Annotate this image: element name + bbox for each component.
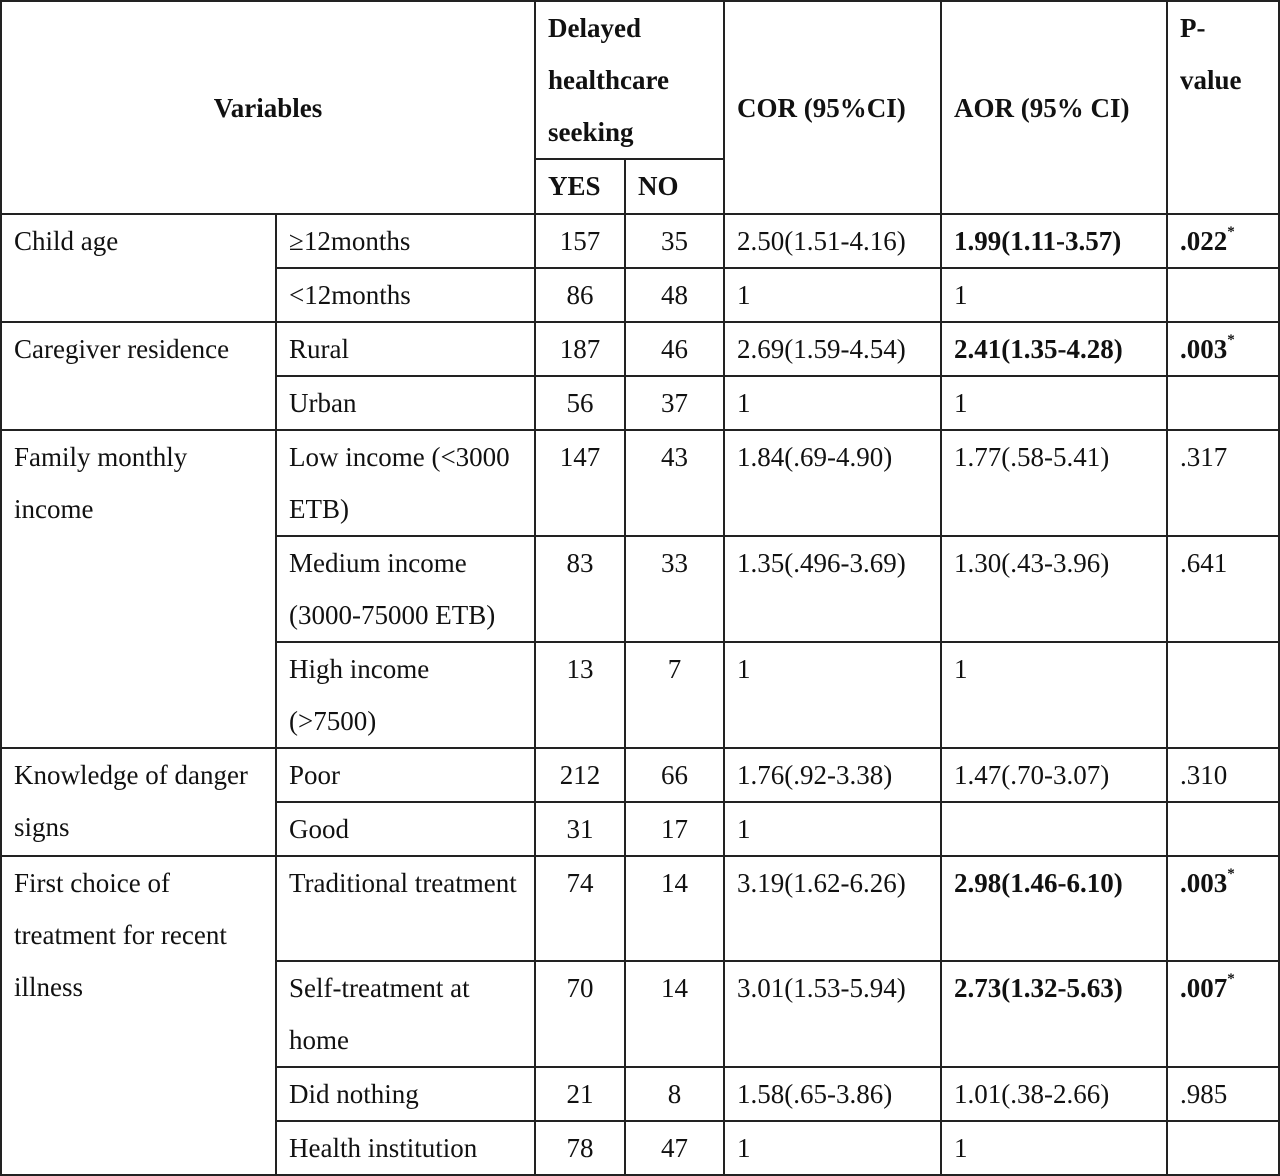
variable-name: First choice of treatment for recent illness [1, 856, 276, 1175]
yes-count-text: 187 [559, 334, 601, 364]
yes-count-cell [535, 642, 625, 748]
cor-cell [724, 268, 941, 322]
category-cell [276, 268, 535, 322]
category-text: Urban [289, 388, 357, 418]
aor-cell [941, 322, 1167, 376]
no-count-text: 14 [661, 868, 689, 898]
table-row [1, 748, 1279, 802]
p-value-cell [1167, 1067, 1279, 1121]
cor-cell [724, 802, 941, 856]
category-text: Good [289, 814, 349, 844]
no-count-cell [625, 748, 724, 802]
no-count-cell [625, 1121, 724, 1175]
no-count-text: 35 [661, 226, 689, 256]
category-cell [276, 322, 535, 376]
cor-cell [724, 1067, 941, 1121]
no-count-text: 46 [661, 334, 689, 364]
yes-count-text: 13 [566, 654, 594, 684]
p-value-text: .003 [1180, 334, 1228, 364]
no-count-cell [625, 268, 724, 322]
no-count-cell [625, 1067, 724, 1121]
aor-cell [941, 748, 1167, 802]
p-value-text: .317 [1180, 442, 1228, 472]
yes-count-cell [535, 1121, 625, 1175]
cor-text: 1 [737, 280, 751, 310]
category-text: Low income (<3000 ETB) [289, 442, 510, 524]
p-value-cell [1167, 536, 1279, 642]
no-count-text: 37 [661, 388, 689, 418]
header-delayed-healthcare-seeking: Delayed healthcare seeking [535, 1, 724, 159]
aor-cell [941, 430, 1167, 536]
cor-cell [724, 961, 941, 1067]
no-count-cell [625, 214, 724, 268]
aor-cell [941, 802, 1167, 856]
aor-cell [941, 642, 1167, 748]
yes-count-text: 83 [566, 548, 594, 578]
aor-text: 1 [954, 280, 968, 310]
yes-count-text: 78 [566, 1133, 594, 1163]
table-row [1, 322, 1279, 376]
significance-marker: * [1227, 224, 1235, 240]
no-count-text: 14 [661, 973, 689, 1003]
p-value-cell [1167, 376, 1279, 430]
no-count-text: 7 [667, 654, 682, 684]
category-text: ≥12months [289, 226, 411, 256]
yes-count-text: 86 [566, 280, 594, 310]
cor-cell [724, 642, 941, 748]
p-value-text: .003 [1180, 868, 1228, 898]
category-text: Self-treatment at home [289, 973, 470, 1055]
no-count-text: 33 [661, 548, 689, 578]
cor-cell [724, 536, 941, 642]
cor-cell [724, 322, 941, 376]
aor-text: 1.30(.43-3.96) [954, 548, 1110, 578]
no-count-text: 66 [661, 760, 689, 790]
table-header [1, 1, 1279, 214]
variable-name: Family monthly income [1, 430, 276, 748]
no-count-cell [625, 322, 724, 376]
p-value-cell [1167, 430, 1279, 536]
yes-count-cell [535, 536, 625, 642]
yes-count-cell [535, 214, 625, 268]
category-cell [276, 1121, 535, 1175]
variable-name: Child age [1, 214, 276, 322]
p-value-text: .022 [1180, 226, 1228, 256]
yes-count-cell [535, 1067, 625, 1121]
table-body [1, 214, 1279, 1175]
p-value-cell [1167, 856, 1279, 961]
yes-count-cell [535, 802, 625, 856]
aor-cell [941, 961, 1167, 1067]
cor-text: 2.50(1.51-4.16) [737, 226, 906, 256]
no-count-cell [625, 376, 724, 430]
p-value-cell [1167, 802, 1279, 856]
p-value-cell [1167, 268, 1279, 322]
category-cell [276, 961, 535, 1067]
header-yes: YES [535, 159, 625, 214]
aor-cell [941, 536, 1167, 642]
yes-count-text: 31 [566, 814, 594, 844]
yes-count-cell [535, 856, 625, 961]
aor-text: 2.73(1.32-5.63) [954, 973, 1123, 1003]
no-count-text: 47 [661, 1133, 689, 1163]
yes-count-text: 70 [566, 973, 594, 1003]
p-value-cell [1167, 1121, 1279, 1175]
aor-cell [941, 376, 1167, 430]
no-count-cell [625, 802, 724, 856]
aor-text: 1.99(1.11-3.57) [954, 226, 1122, 256]
no-count-cell [625, 536, 724, 642]
category-cell [276, 856, 535, 961]
cor-text: 1.58(.65-3.86) [737, 1079, 893, 1109]
significance-marker: * [1227, 866, 1235, 882]
p-value-cell [1167, 961, 1279, 1067]
aor-text: 2.41(1.35-4.28) [954, 334, 1123, 364]
category-text: Medium income (3000-75000 ETB) [289, 548, 496, 630]
aor-text: 1 [954, 654, 968, 684]
significance-marker: * [1227, 971, 1235, 987]
no-count-cell [625, 961, 724, 1067]
aor-text: 1.01(.38-2.66) [954, 1079, 1110, 1109]
yes-count-cell [535, 430, 625, 536]
p-value-text: .310 [1180, 760, 1228, 790]
table-row [1, 856, 1279, 961]
yes-count-cell [535, 748, 625, 802]
category-cell [276, 642, 535, 748]
header-p-value: P-value [1167, 1, 1279, 214]
category-cell [276, 430, 535, 536]
yes-count-cell [535, 268, 625, 322]
category-cell [276, 1067, 535, 1121]
cor-text: 1 [737, 388, 751, 418]
cor-text: 1.35(.496-3.69) [737, 548, 906, 578]
yes-count-text: 157 [559, 226, 601, 256]
category-text: Traditional treatment [289, 868, 517, 898]
variable-name: Caregiver residence [1, 322, 276, 430]
cor-text: 1 [737, 654, 751, 684]
variable-name: Knowledge of danger signs [1, 748, 276, 856]
cor-text: 1 [737, 814, 751, 844]
yes-count-text: 21 [566, 1079, 594, 1109]
no-count-text: 48 [661, 280, 689, 310]
p-value-text: .007 [1180, 973, 1228, 1003]
header-cor: COR (95%CI) [724, 1, 941, 214]
p-value-cell [1167, 322, 1279, 376]
header-aor: AOR (95% CI) [941, 1, 1167, 214]
cor-cell [724, 430, 941, 536]
aor-cell [941, 856, 1167, 961]
yes-count-text: 147 [559, 442, 601, 472]
p-value-cell [1167, 642, 1279, 748]
cor-cell [724, 856, 941, 961]
no-count-cell [625, 856, 724, 961]
cor-text: 1 [737, 1133, 751, 1163]
cor-cell [724, 376, 941, 430]
category-text: Health institution [289, 1133, 478, 1163]
cor-text: 3.01(1.53-5.94) [737, 973, 906, 1003]
cor-cell [724, 1121, 941, 1175]
yes-count-text: 56 [566, 388, 594, 418]
cor-cell [724, 214, 941, 268]
yes-count-text: 74 [566, 868, 594, 898]
header-variables: Variables [1, 1, 535, 214]
category-cell [276, 748, 535, 802]
p-value-cell [1167, 214, 1279, 268]
significance-marker: * [1227, 332, 1235, 348]
aor-text: 1.77(.58-5.41) [954, 442, 1110, 472]
aor-text: 1.47(.70-3.07) [954, 760, 1110, 790]
yes-count-cell [535, 376, 625, 430]
cor-cell [724, 748, 941, 802]
no-count-cell [625, 642, 724, 748]
yes-count-cell [535, 322, 625, 376]
no-count-text: 17 [661, 814, 689, 844]
aor-cell [941, 214, 1167, 268]
table-row [1, 430, 1279, 536]
table-row [1, 214, 1279, 268]
yes-count-text: 212 [559, 760, 601, 790]
aor-text: 1 [954, 388, 968, 418]
category-text: Rural [289, 334, 349, 364]
aor-text: 1 [954, 1133, 968, 1163]
no-count-text: 8 [667, 1079, 682, 1109]
category-text: Did nothing [289, 1079, 419, 1109]
yes-count-cell [535, 961, 625, 1067]
p-value-cell [1167, 748, 1279, 802]
cor-text: 2.69(1.59-4.54) [737, 334, 906, 364]
no-count-text: 43 [661, 442, 689, 472]
no-count-cell [625, 430, 724, 536]
aor-text: 2.98(1.46-6.10) [954, 868, 1123, 898]
cor-text: 1.84(.69-4.90) [737, 442, 893, 472]
category-text: Poor [289, 760, 341, 790]
category-cell [276, 214, 535, 268]
aor-cell [941, 1067, 1167, 1121]
header-no: NO [625, 159, 724, 214]
category-text: <12months [289, 280, 411, 310]
aor-cell [941, 1121, 1167, 1175]
p-value-text: .641 [1180, 548, 1228, 578]
p-value-text: .985 [1180, 1079, 1228, 1109]
cor-text: 1.76(.92-3.38) [737, 760, 893, 790]
category-cell [276, 536, 535, 642]
category-text: High income (>7500) [289, 654, 430, 736]
aor-cell [941, 268, 1167, 322]
cor-text: 3.19(1.62-6.26) [737, 868, 906, 898]
category-cell [276, 802, 535, 856]
category-cell [276, 376, 535, 430]
